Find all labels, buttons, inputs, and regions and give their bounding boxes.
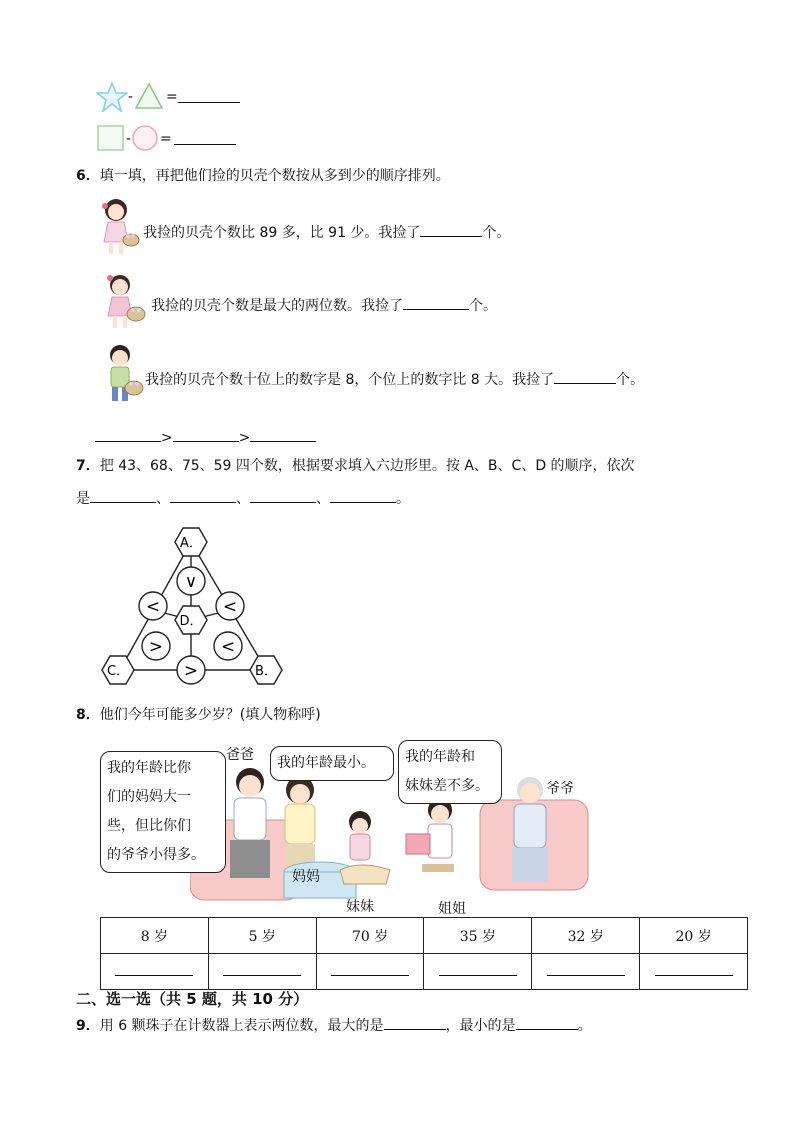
bubble-line: 的爷爷小得多。 [107,847,205,863]
dad-speech-bubble [100,751,226,873]
statement-text: 我捡的贝壳个数比 89 多，比 91 少。我捡了 [143,225,421,241]
q5-row1 [96,82,256,114]
star-icon [96,82,128,112]
answer-blank[interactable] [439,963,517,976]
boy-with-basket-icon [100,342,146,408]
bubble-line: 妹妹差不多。 [405,778,489,794]
answer-cell[interactable] [532,954,640,990]
q9-line [76,1015,592,1036]
age-cell: 32 岁 [532,918,640,954]
question-text: 用 6 颗珠子在计数器上表示两位数，最大的是 [99,1018,384,1034]
minus-sign: - [128,89,134,105]
question-text: 把 43、68、75、59 四个数，根据要求填入六边形里。按 A、B、C、D 的顺序，依次 [99,458,635,474]
bubble-line: 我的年龄比你 [107,760,191,776]
girl-with-basket-icon [98,272,150,334]
q6-prompt [76,166,450,186]
separator: 、 [236,491,250,507]
age-cell: 8 岁 [101,918,209,954]
answer-blank[interactable] [173,427,239,442]
hexagon-b-label: B． [255,664,277,679]
statement-text: 我捡的贝壳个数是最大的两位数。我捡了 [151,298,403,314]
answer-cell[interactable] [316,954,424,990]
comparison-circle [177,567,205,595]
younger-speech-bubble [270,746,394,781]
bubble-line: 们的妈妈大一 [107,789,191,805]
hexagon-c-label: C． [106,664,130,679]
greater-than-sign: > [238,430,251,446]
bubble-line: 些，但比你们 [107,818,191,834]
hexagon-d[interactable] [175,606,207,634]
table-row [101,918,748,954]
answer-blank[interactable] [403,295,469,310]
answer-blank[interactable] [554,369,616,384]
family-illustration [190,760,590,910]
answer-blank-c[interactable] [250,488,316,503]
equals-sign: = [160,131,172,147]
answer-blank[interactable] [250,427,316,442]
hexagon-a[interactable] [175,528,207,556]
answer-blank[interactable] [178,88,240,103]
age-cell: 5 岁 [208,918,316,954]
equals-sign: = [166,89,178,105]
question-text: ，最小的是 [445,1018,516,1034]
separator: 、 [156,491,170,507]
answer-cell[interactable] [101,954,209,990]
q6-girl2-line [151,295,497,316]
square-icon [96,124,126,152]
answer-blank[interactable] [331,963,409,976]
answer-blank-max[interactable] [384,1015,446,1030]
period: 。 [396,491,410,507]
comparison-symbol: > [148,637,164,657]
comparison-circle [139,592,167,620]
comparison-symbol: < [145,597,161,617]
greater-than-sign: > [161,430,173,446]
answer-cell[interactable] [208,954,316,990]
answer-blank-d[interactable] [330,488,396,503]
age-cell: 20 岁 [640,918,748,954]
answer-blank[interactable] [95,427,161,442]
comparison-symbol: > [183,661,199,681]
answer-blank-min[interactable] [516,1015,578,1030]
question-number: 7． [76,458,100,474]
bubble-line: 我的年龄最小。 [277,755,375,771]
label-elder-sister: 姐姐 [438,901,466,917]
comparison-circle [214,632,242,660]
answer-blank[interactable] [420,222,482,237]
question-number: 9． [76,1018,100,1034]
answer-blank[interactable] [115,963,193,976]
girl-with-basket-icon [96,196,142,260]
hexagon-c[interactable] [102,656,134,684]
q7-answer-line [76,488,410,509]
separator: 、 [316,491,330,507]
q5-row2 [96,124,256,156]
answer-cell[interactable] [424,954,532,990]
comparison-circle [177,656,205,684]
question-text: 填一填，再把他们捡的贝壳个数按从多到少的顺序排列。 [99,168,450,184]
ages-table [100,917,748,990]
comparison-circle [142,632,170,660]
answer-lead: 是 [76,491,90,507]
q6-girl1-line [143,222,510,243]
period: 。 [577,1018,592,1034]
age-cell: 70 岁 [316,918,424,954]
hexagon-b[interactable] [250,656,282,684]
triangle-icon [134,82,164,110]
comparison-symbol: < [222,597,238,617]
statement-suffix: 个。 [482,225,511,241]
label-grandpa: 爷爷 [546,781,574,797]
comparison-symbol: ∨ [184,572,198,592]
hexagon-triangle-diagram [98,520,288,692]
answer-cell[interactable] [640,954,748,990]
section-heading: 二、选一选（共 5 题，共 10 分） [76,990,309,1008]
answer-blank[interactable] [547,963,625,976]
question-text: 他们今年可能多少岁？(填人物称呼) [99,707,321,723]
answer-blank[interactable] [223,963,301,976]
statement-suffix: 个。 [616,372,645,388]
q6-boy-line [145,369,644,390]
label-younger-sister: 妹妹 [346,899,374,915]
hexagon-d-label: D． [179,614,203,629]
elder-speech-bubble [398,740,502,804]
answer-blank[interactable] [655,963,733,976]
answer-blank-a[interactable] [90,488,156,503]
q7-prompt [76,456,635,476]
bubble-line: 我的年龄和 [405,749,475,765]
answer-blank[interactable] [174,130,236,145]
comparison-circle [216,592,244,620]
statement-text: 我捡的贝壳个数十位上的数字是 8，个位上的数字比 8 大。我捡了 [145,372,555,388]
q6-ordering-row [95,427,316,448]
circle-icon [130,124,160,152]
answer-blank-b[interactable] [170,488,236,503]
q8-prompt [76,705,321,725]
question-number: 6． [76,168,100,184]
comparison-symbol: < [220,637,236,657]
label-dad: 爸爸 [226,747,254,763]
age-cell: 35 岁 [424,918,532,954]
label-mom: 妈妈 [292,869,320,885]
statement-suffix: 个。 [469,298,497,314]
minus-sign: - [126,131,132,147]
question-number: 8． [76,707,100,723]
hexagon-a-label: A． [180,536,202,551]
table-row [101,954,748,990]
